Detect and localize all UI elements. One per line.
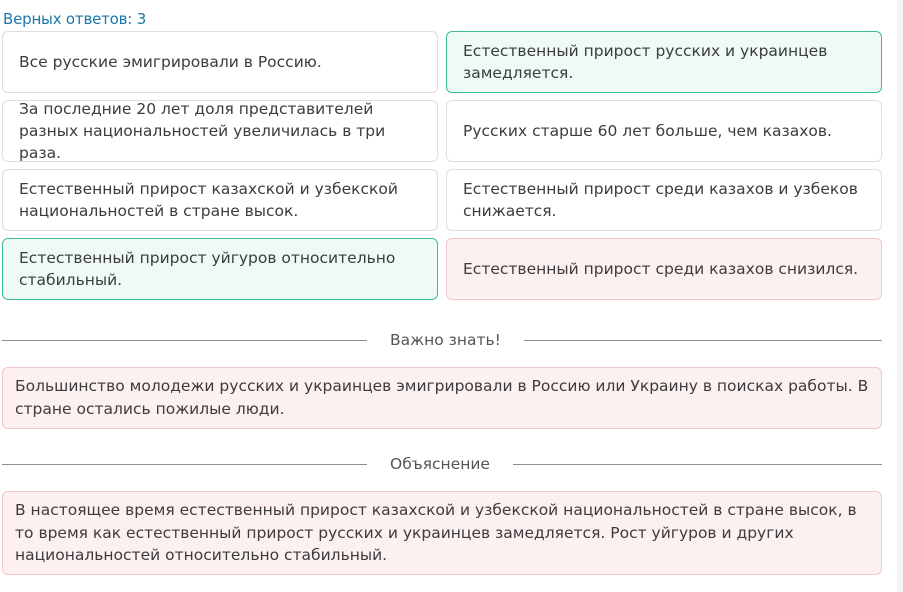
correct-answers-count: Верных ответов: 3 [3,10,147,28]
answer-option[interactable] [446,169,882,231]
explanation-divider [2,454,882,474]
answer-option-text: Естественный прирост среди казахов снизился. [463,260,859,278]
answer-option[interactable] [2,31,438,93]
answer-option[interactable] [2,100,438,162]
answer-option[interactable] [2,169,438,231]
important-note [2,367,882,429]
answer-options-grid [2,31,882,300]
answer-option-text: Естественный прирост среди казахов и узбеков снижается. [463,180,858,220]
explanation-note [2,491,882,575]
divider-line [2,464,367,465]
important-divider [2,330,882,350]
scrollbar[interactable] [897,0,903,592]
answer-option-text: Естественный прирост казахской и узбекской национальностей в стране высок. [19,180,398,220]
important-text: Большинство молодежи русских и украинцев эмигрировали в Россию или Украину в поисках работы. В стране остались пожилые люди. [15,377,869,418]
answer-option-text: За последние 20 лет доля представителей разных национальностей увеличилась в три раза. [19,100,386,162]
answer-option[interactable] [2,238,438,300]
divider-line [513,464,882,465]
answer-option[interactable] [446,31,882,93]
answer-option-text: Естественный прирост русских и украинцев замедляется. [463,42,828,82]
explanation-text: В настоящее время естественный прирост казахской и узбекской национальностей в стране высок, в то время как естественный прирост русских и украинцев замедляется. Рост уйгуров и других национальностей относительно стабильный. [15,501,857,564]
answer-option[interactable] [446,238,882,300]
answer-option[interactable] [446,100,882,162]
answer-option-text: Все русские эмигрировали в Россию. [19,53,322,71]
answer-option-text: Естественный прирост уйгуров относительно стабильный. [19,249,396,289]
explanation-heading: Объяснение [390,455,490,473]
answer-option-text: Русских старше 60 лет больше, чем казахов. [463,122,832,140]
divider-line [2,340,367,341]
important-heading: Важно знать! [390,331,501,349]
divider-line [524,340,882,341]
